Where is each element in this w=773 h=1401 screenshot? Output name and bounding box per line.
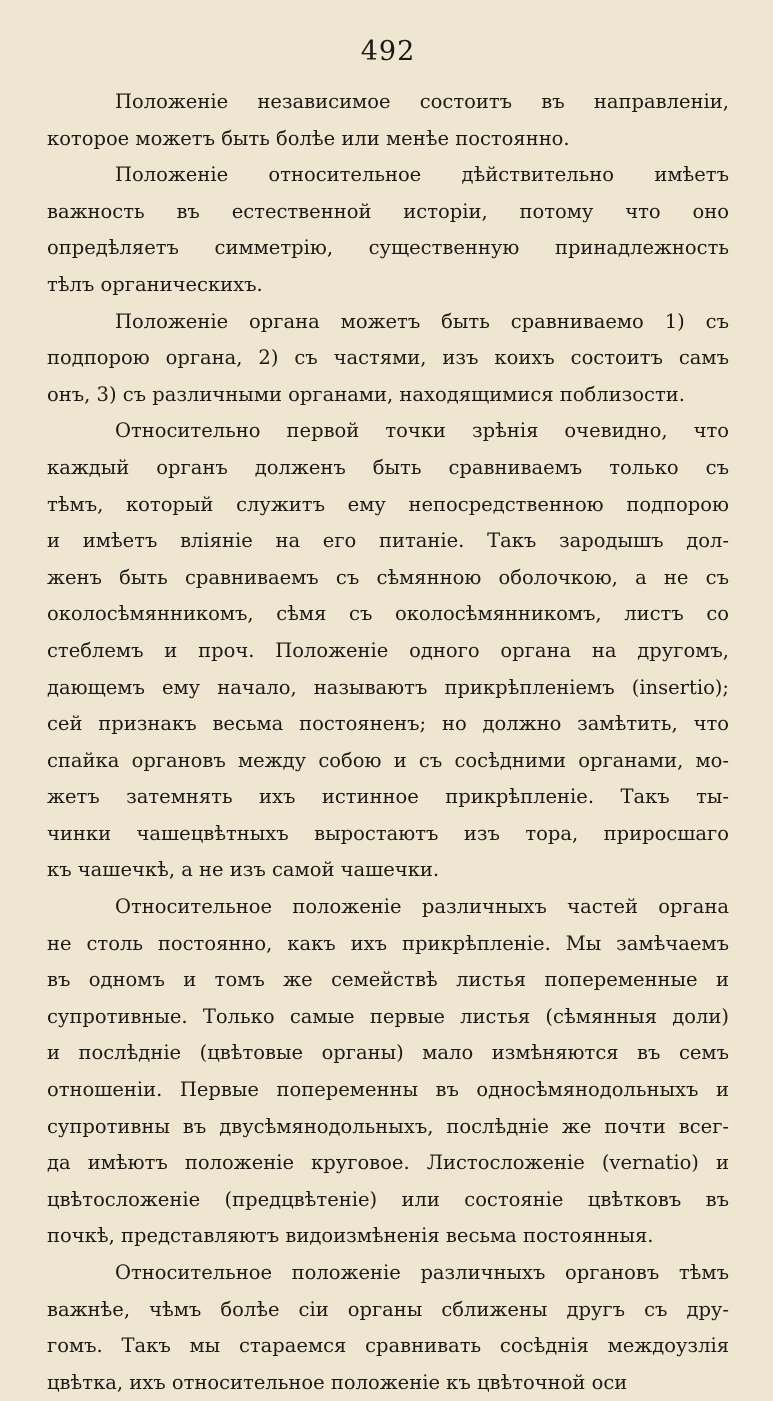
text-line: подпорою органа, 2) съ частями, изъ коихъ состоитъ самъ [47, 346, 729, 370]
text-line: каждый органъ долженъ быть сравниваемъ только съ [47, 455, 729, 479]
text-line: къ чашечкѣ, а не изъ самой чашечки. [47, 858, 440, 882]
text-line: отношенiи. Первые попеременны въ односѣмянодольныхъ и [47, 1078, 729, 1102]
text-line: дающемъ ему начало, называютъ прикрѣпленiемъ (insertio); [47, 675, 729, 699]
text-line: жетъ затемнять ихъ истинное прикрѣпленiе. Такъ ты- [47, 785, 729, 809]
text-line: и послѣднiе (цвѣтовые органы) мало измѣняются въ семъ [47, 1041, 729, 1065]
text-line: почкѣ, представляютъ видоизмѣненiя весьма постоянныя. [47, 1224, 654, 1248]
page-number: 492 [360, 36, 416, 67]
text-line: стеблемъ и проч. Положенiе одного органа на другомъ, [47, 638, 729, 662]
text-line: спайка органовъ между собою и съ сосѣдними органами, мо- [47, 748, 729, 772]
text-line: Относительное положенiе различныхъ органовъ тѣмъ [115, 1261, 729, 1284]
paragraph [47, 1255, 729, 1401]
text-line: женъ быть сравниваемъ съ сѣмянною оболочкою, а не съ [47, 565, 729, 589]
text-line: которое можетъ быть болѣе или менѣе постоянно. [47, 126, 570, 150]
paragraph [47, 889, 729, 1255]
text-line: чинки чашецвѣтныхъ выростаютъ изъ тора, приросшаго [47, 821, 729, 845]
text-line: Положенiе органа можетъ быть сравниваемо 1) съ [115, 309, 729, 333]
text-line: онъ, 3) съ различными органами, находящимися поблизости. [47, 382, 685, 406]
text-line: Положенiе независимое состоитъ въ направленiи, [115, 90, 729, 113]
text-line: да имѣютъ положенiе круговое. Листосложенiе (vernatio) и [47, 1151, 729, 1175]
paragraph [47, 304, 729, 414]
text-line: тѣмъ, который служитъ ему непосредственною подпорою [47, 492, 729, 516]
text-line: супротивны въ двусѣмянодольныхъ, послѣднiе же почти всег- [47, 1114, 729, 1138]
paragraph [47, 157, 729, 303]
paragraph [47, 84, 729, 157]
text-line: и имѣетъ влiянiе на его питанiе. Такъ зародышъ дол- [47, 529, 729, 553]
text-line: супротивные. Только самые первые листья (сѣмянныя доли) [47, 1004, 729, 1028]
text-line: тѣлъ органическихъ. [47, 272, 263, 296]
text-line: сей признакъ весьма постояненъ; но должно замѣтить, что [47, 712, 729, 736]
text-line: въ одномъ и томъ же семействѣ листья попеременные и [47, 968, 729, 992]
text-line: важнѣе, чѣмъ болѣе сiи органы сближены другъ съ дру- [47, 1297, 729, 1321]
text-line: околосѣмянникомъ, сѣмя съ околосѣмянникомъ, листъ со [47, 602, 729, 626]
text-line: Положенiе относительное дѣйствительно имѣетъ [115, 163, 729, 187]
paragraph [47, 413, 729, 889]
text-line: цвѣтка, ихъ относительное положенiе къ цвѣточной оси [47, 1370, 628, 1394]
text-line: не столь постоянно, какъ ихъ прикрѣпленiе. Мы замѣчаемъ [47, 931, 729, 955]
text-line: гомъ. Такъ мы стараемся сравнивать сосѣднiя междоузлiя [47, 1334, 729, 1358]
page-text [47, 84, 729, 1401]
text-line: важность въ естественной исторiи, потому что оно [47, 199, 729, 223]
text-line: цвѣтосложенiе (предцвѣтенiе) или состоянiе цвѣтковъ въ [47, 1187, 729, 1211]
text-line: Относительное положенiе различныхъ частей органа [115, 895, 729, 919]
text-line: опредѣляетъ симметрiю, существенную принадлежность [47, 236, 729, 260]
text-line: Относительно первой точки зрѣнiя очевидно, что [115, 419, 729, 443]
